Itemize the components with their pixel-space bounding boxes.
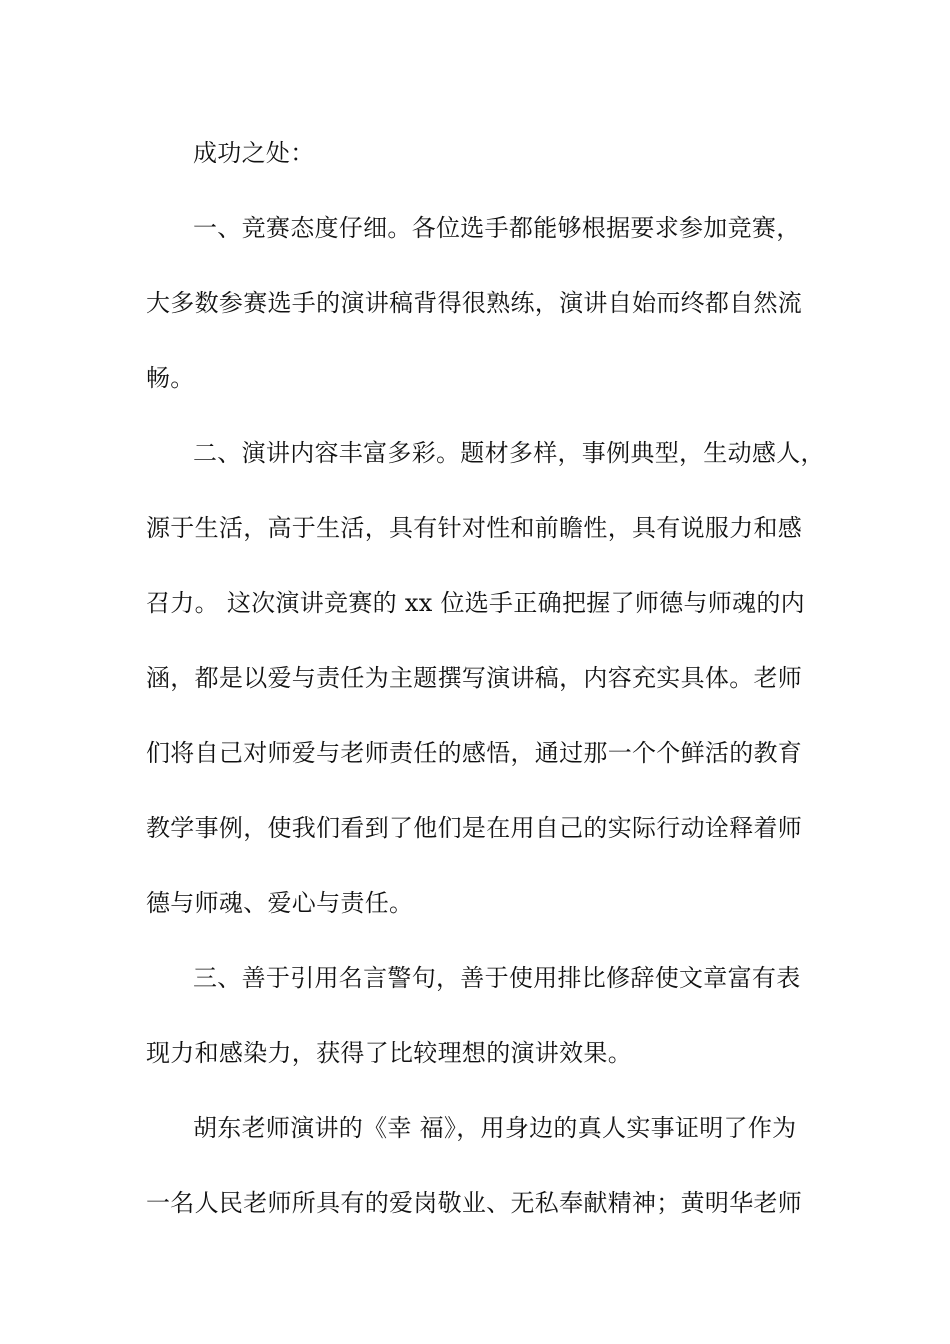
- paragraph-2-line-5: 们将自己对师爱与老师责任的感悟，通过那一个个鲜活的教育: [146, 739, 803, 767]
- paragraph-2-line-3: 召力。 这次演讲竞赛的 xx 位选手正确把握了师德与师魂的内: [146, 589, 805, 617]
- paragraph-3-line-1: 三、善于引用名言警句，善于使用排比修辞使文章富有表: [193, 964, 801, 992]
- paragraph-4-line-2: 一名人民老师所具有的爱岗敬业、无私奉献精神；黄明华老师: [146, 1189, 803, 1217]
- paragraph-1-line-2: 大多数参赛选手的演讲稿背得很熟练，演讲自始而终都自然流: [146, 289, 803, 317]
- paragraph-2-line-2: 源于生活，高于生活，具有针对性和前瞻性，具有说服力和感: [146, 514, 803, 542]
- paragraph-1-line-3: 畅。: [146, 364, 195, 392]
- paragraph-4-line-1: 胡东老师演讲的《幸 福》，用身边的真人实事证明了作为: [193, 1114, 797, 1142]
- paragraph-2-line-6: 教学事例，使我们看到了他们是在用自己的实际行动诠释着师: [146, 814, 803, 842]
- paragraph-3-line-2: 现力和感染力，获得了比较理想的演讲效果。: [146, 1039, 632, 1067]
- paragraph-2-line-4: 涵，都是以爱与责任为主题撰写演讲稿，内容充实具体。老师: [146, 664, 803, 692]
- paragraph-2-line-1: 二、演讲内容丰富多彩。题材多样，事例典型，生动感人，: [193, 439, 825, 467]
- section-heading: 成功之处：: [193, 139, 315, 167]
- paragraph-1-line-1: 一、竞赛态度仔细。各位选手都能够根据要求参加竞赛，: [193, 214, 801, 242]
- paragraph-2-line-7: 德与师魂、爱心与责任。: [146, 889, 414, 917]
